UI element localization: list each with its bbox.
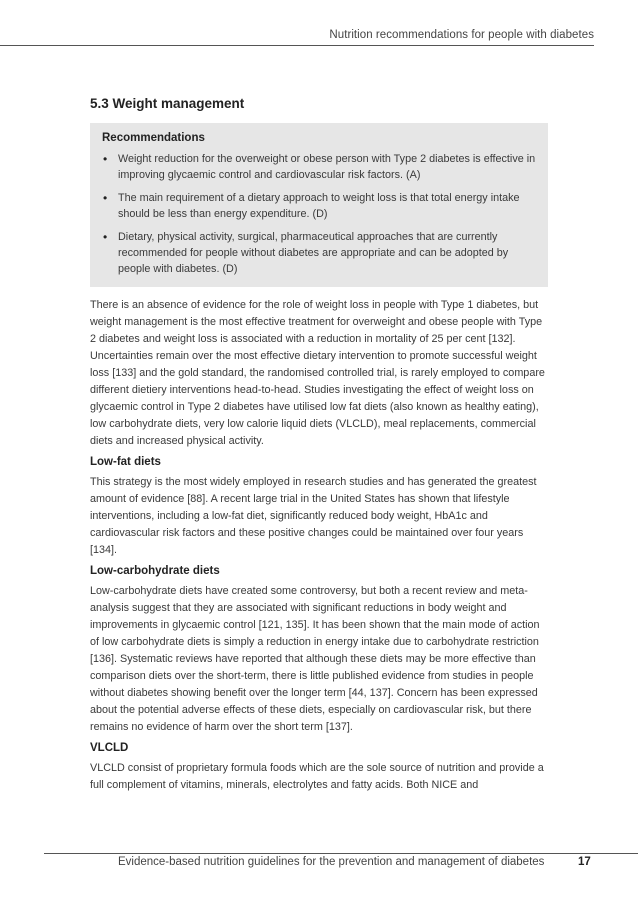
intro-paragraph: There is an absence of evidence for the role of weight loss in people with Type 1 diabetes, but weight management is the most effective treatment for overweight and obese people with Type 2 diabetes and weight loss is associated with a reduction in mortality of 25 per cent [132]. Uncertainties remain over the most effective dietary intervention to promote successful weight loss [133] and the gold standard, the randomised controlled trial, is rarely employed to compare different dietiery interventions head-to-head. Studies investigating the effect of weight loss on glycaemic control in Type 2 diabetes have utilised low fat diets (also known as healthy eating), low carbohydrate diets, very low calorie liquid diets (VLCLD), meal replacements, commercial diets and increased physical activity. [90,299,545,447]
bullet-icon: • [103,230,108,244]
running-footer: Evidence-based nutrition guidelines for the prevention and management of diabetes [118,856,545,868]
page-number: 17 [578,856,591,868]
lowcarb-paragraph: Low-carbohydrate diets have created some controversy, but both a recent review and meta-analysis suggest that they are associated with significant reductions in body weight and improvements in glycaemic control [121, 135]. It has been shown that the main mode of action of low carbohydrate diets is simply a reduction in energy intake due to carbohydrate restriction [136]. Systematic reviews have reported that although these diets may be more effective than comparison diets over the short-term, there is little published evidence from studies in people without diabetes showing benefit over the longer term [44, 137]. Concern has been expressed about the potential adverse effects of these diets, especially on cardiovascular risk, but there remains no evidence of harm over the short term [137]. [90,585,540,733]
running-header: Nutrition recommendations for people with diabetes [329,29,594,41]
recommendation-text: The main requirement of a dietary approach to weight loss is that total energy intake should be less than energy expenditure. (D) [118,192,520,220]
lowcarb-heading: Low-carbohydrate diets [90,565,220,577]
footer-rule [44,853,638,854]
recommendations-box [90,123,548,287]
recommendations-title: Recommendations [102,132,205,144]
lowfat-heading: Low-fat diets [90,456,161,468]
lowfat-paragraph: This strategy is the most widely employed in research studies and has generated the greatest amount of evidence [88]. A recent large trial in the United States has shown that lifestyle interventions, including a low-fat diet, significantly reduced body weight, HbA1c and cardiovascular risk factors and these positive changes could be maintained over four years [134]. [90,476,537,556]
recommendation-item [102,229,536,277]
recommendation-text: Dietary, physical activity, surgical, pharmaceutical approaches that are currently recommended for people without diabetes are appropriate and can be adopted by people with diabetes. (D) [118,231,509,275]
recommendation-item [102,151,536,183]
section-title: 5.3 Weight management [90,96,245,111]
vlcld-paragraph: VLCLD consist of proprietary formula foods which are the sole source of nutrition and provide a full complement of vitamins, minerals, electrolytes and fatty acids. Both NICE and [90,762,544,791]
bullet-icon: • [103,152,108,166]
bullet-icon: • [103,191,108,205]
header-rule [0,45,594,46]
page-content [90,96,548,798]
recommendation-item [102,190,536,222]
vlcld-heading: VLCLD [90,742,129,754]
recommendations-list [102,151,536,277]
recommendation-text: Weight reduction for the overweight or obese person with Type 2 diabetes is effective in improving glycaemic control and cardiovascular risk factors. (A) [118,153,536,181]
